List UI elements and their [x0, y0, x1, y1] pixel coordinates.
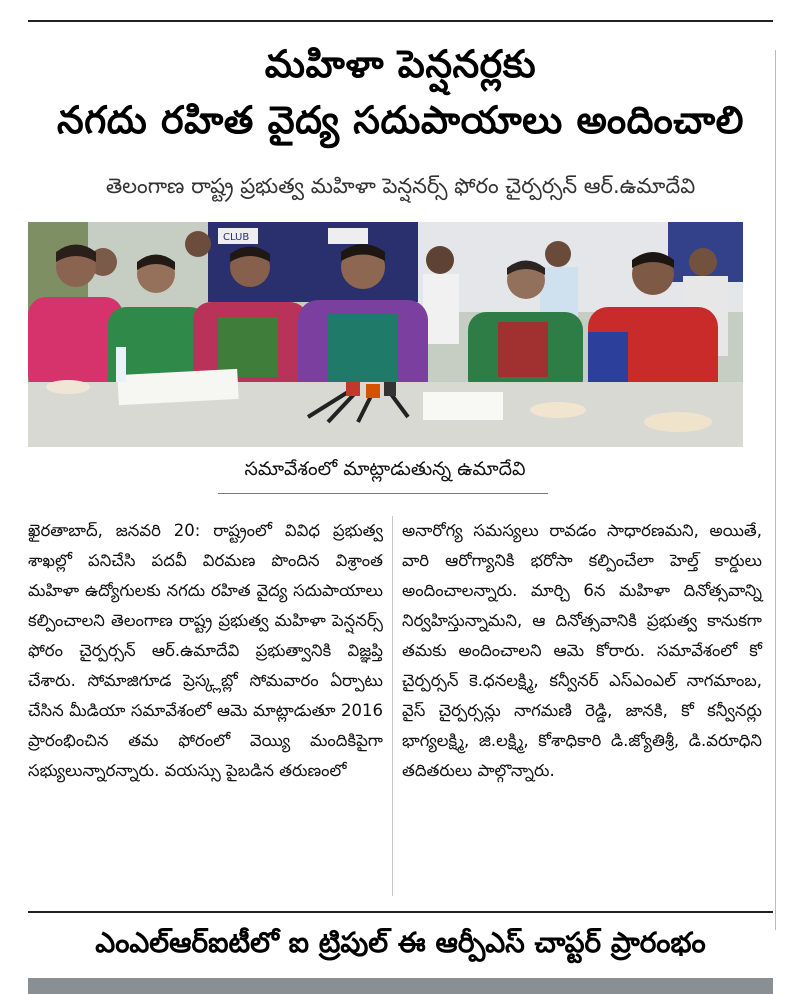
column-divider	[392, 516, 393, 896]
column-edge-rule	[775, 50, 776, 930]
next-article-headline: ఎంఎల్ఆర్ఐటీలో ఐ ట్రిపుల్ ఈ ఆర్పీఎస్ చాప్టర్ ప్రారంభం	[95, 926, 706, 959]
subheadline: తెలంగాణ రాష్ట్ర ప్రభుత్వ మహిళా పెన్షనర్స్ ఫోరం చైర్పర్సన్ ఆర్.ఉమాదేవి	[105, 174, 696, 198]
press-meet-photo	[28, 222, 743, 447]
headline-line-2: నగదు రహిత వైద్య సదుపాయాలు అందించాలి	[56, 98, 745, 142]
caption-rule	[218, 493, 548, 494]
banner-text: CLUB	[223, 232, 250, 243]
headline-line-1: మహిళా పెన్షనర్లకు	[264, 42, 537, 86]
next-article-photo	[28, 978, 773, 994]
top-rule	[28, 20, 773, 22]
body-column-right: అనారోగ్య సమస్యలు రావడం సాధారణమని, అయితే, వారి ఆరోగ్యానికి భరోసా కల్పించేలా హెల్త్ కార్డులు అందించాలన్నారు. మార్చి 6న మహిళా దినోత్సవాన్ని నిర్వహిస్తున్నామని, ఆ దినోత్సవానికి ప్రభుత్వ కానుకగా తమకు అందించాలని ఆమె కోరారు. సమావేశంలో కో చైర్పర్సన్ కె.ధనలక్ష్మి, కన్వీనర్ ఎస్ఎంఎల్ నాగమాంబ, వైస్ చైర్పర్సన్లు నాగమణి రెడ్డి, జానకి, కో కన్వీనర్లు భాగ్యలక్ష్మి, జి.లక్ష్మి, కోశాధికారి డి.జ్యోతిశ్రీ, డి.వరూధిని తదితరులు పాల్గొన్నారు.	[402, 521, 762, 780]
body-column-left: ఖైరతాబాద్, జనవరి 20: రాష్ట్రంలో వివిధ ప్రభుత్వ శాఖల్లో పనిచేసి పదవీ విరమణ పొందిన విశ్రాంత మహిళా ఉద్యోగులకు నగదు రహిత వైద్య సదుపాయాలు కల్పించాలని తెలంగాణ రాష్ట్ర ప్రభుత్వ మహిళా పెన్షనర్స్ ఫోరం చైర్పర్సన్ ఆర్.ఉమాదేవి ప్రభుత్వానికి విజ్ఞప్తి చేశారు. సోమాజిగూడ ప్రెస్క్లబ్లో సోమవారం ఏర్పాటు చేసిన మీడియా సమావేశంలో ఆమె మాట్లాడుతూ 2016 ప్రారంభించిన తమ ఫోరంలో వెయ్యి మందికిపైగా సభ్యులున్నారన్నారు. వయస్సు పైబడిన తరుణంలో	[28, 521, 383, 780]
section-rule	[28, 911, 773, 913]
press-meet-illustration	[28, 222, 743, 447]
photo-caption: సమావేశంలో మాట్లాడుతున్న ఉమాదేవి	[244, 458, 526, 480]
